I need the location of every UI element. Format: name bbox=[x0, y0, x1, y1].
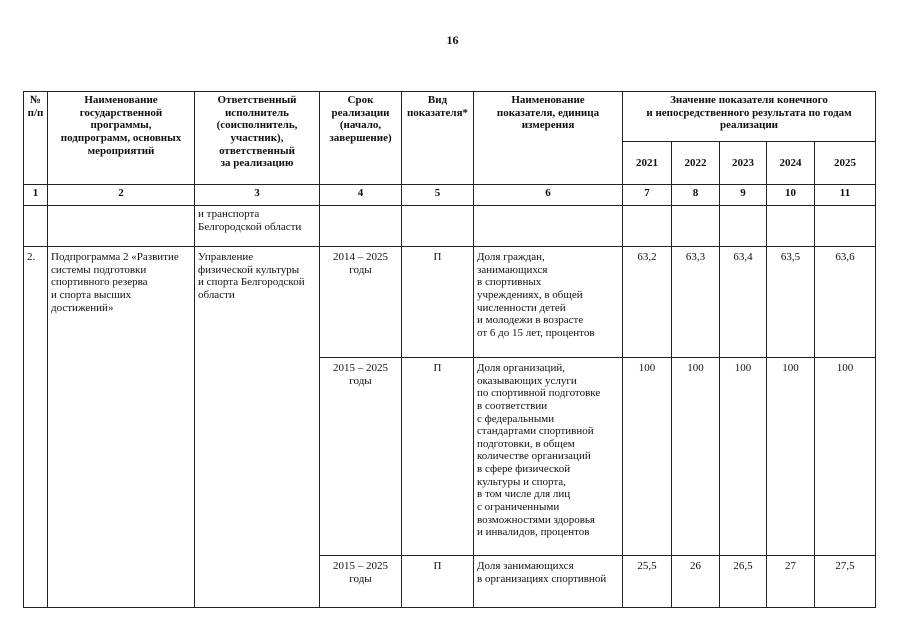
indicator-name-cell: Доля организаций, оказывающих услуги по спортивной подготовке в соответствии с федеральными стандартами спортивной подготовки, в общем количестве организаций в сфере физической культуры и спорта, в том числе для лиц с ограниченными возможностями здоровья и инвалидов, процентов bbox=[474, 358, 623, 556]
header-executor: Ответственный исполнитель (соисполнитель, участник), ответственный за реализацию bbox=[195, 92, 320, 185]
row-number-cell bbox=[24, 206, 48, 247]
value-cell bbox=[767, 206, 815, 247]
indicator-kind-cell bbox=[402, 206, 474, 247]
column-number: 4 bbox=[320, 185, 402, 206]
column-number: 8 bbox=[672, 185, 720, 206]
column-numbers-row bbox=[24, 185, 876, 206]
column-number: 3 bbox=[195, 185, 320, 206]
value-cell-2021: 63,2 bbox=[623, 247, 672, 358]
header-year-2024: 2024 bbox=[767, 142, 815, 185]
header-term: Срок реализации (начало, завершение) bbox=[320, 92, 402, 185]
term-cell bbox=[320, 206, 402, 247]
value-cell bbox=[815, 206, 876, 247]
value-cell bbox=[720, 206, 767, 247]
table-row bbox=[24, 206, 876, 247]
value-cell-2023: 63,4 bbox=[720, 247, 767, 358]
term-cell: 2015 – 2025 годы bbox=[320, 556, 402, 608]
term-cell: 2014 – 2025 годы bbox=[320, 247, 402, 358]
value-cell-2023: 26,5 bbox=[720, 556, 767, 608]
header-year-2022: 2022 bbox=[672, 142, 720, 185]
value-cell-2024: 63,5 bbox=[767, 247, 815, 358]
header-year-2023: 2023 bbox=[720, 142, 767, 185]
indicator-kind-cell: П bbox=[402, 247, 474, 358]
column-number: 10 bbox=[767, 185, 815, 206]
header-year-2021: 2021 bbox=[623, 142, 672, 185]
value-cell-2025: 27,5 bbox=[815, 556, 876, 608]
column-number: 11 bbox=[815, 185, 876, 206]
value-cell-2022: 26 bbox=[672, 556, 720, 608]
program-name-cell bbox=[48, 206, 195, 247]
term-cell: 2015 – 2025 годы bbox=[320, 358, 402, 556]
value-cell bbox=[623, 206, 672, 247]
indicator-name-cell bbox=[474, 206, 623, 247]
column-number: 5 bbox=[402, 185, 474, 206]
column-number: 7 bbox=[623, 185, 672, 206]
header-values-by-year: Значение показателя конечного и непосредственного результата по годам реализации bbox=[623, 92, 876, 142]
indicators-table bbox=[23, 91, 876, 608]
header-indicator-kind: Вид показателя* bbox=[402, 92, 474, 185]
column-number: 9 bbox=[720, 185, 767, 206]
header-year-2025: 2025 bbox=[815, 142, 876, 185]
column-number: 2 bbox=[48, 185, 195, 206]
program-name-cell: Подпрограмма 2 «Развитие системы подготовки спортивного резерва и спорта высших достижений» bbox=[48, 247, 195, 608]
value-cell-2021: 100 bbox=[623, 358, 672, 556]
executor-cell: и транспорта Белгородской области bbox=[195, 206, 320, 247]
header-indicator-name: Наименование показателя, единица измерения bbox=[474, 92, 623, 185]
column-number: 6 bbox=[474, 185, 623, 206]
value-cell-2025: 63,6 bbox=[815, 247, 876, 358]
header-number: № п/п bbox=[24, 92, 48, 185]
value-cell-2025: 100 bbox=[815, 358, 876, 556]
value-cell-2024: 100 bbox=[767, 358, 815, 556]
page-number: 16 bbox=[446, 33, 459, 47]
row-number-cell: 2. bbox=[24, 247, 48, 608]
value-cell-2022: 100 bbox=[672, 358, 720, 556]
value-cell-2021: 25,5 bbox=[623, 556, 672, 608]
value-cell bbox=[672, 206, 720, 247]
indicator-kind-cell: П bbox=[402, 556, 474, 608]
value-cell-2023: 100 bbox=[720, 358, 767, 556]
indicator-kind-cell: П bbox=[402, 358, 474, 556]
value-cell-2024: 27 bbox=[767, 556, 815, 608]
table-row bbox=[24, 247, 876, 358]
value-cell-2022: 63,3 bbox=[672, 247, 720, 358]
executor-cell: Управление физической культуры и спорта Белгородской области bbox=[195, 247, 320, 608]
column-number: 1 bbox=[24, 185, 48, 206]
indicator-name-cell: Доля занимающихся в организациях спортивной bbox=[474, 556, 623, 608]
indicator-name-cell: Доля граждан, занимающихся в спортивных учреждениях, в общей численности детей и молодежи в возрасте от 6 до 15 лет, процентов bbox=[474, 247, 623, 358]
header-program-name: Наименование государственной программы, подпрограмм, основных мероприятий bbox=[48, 92, 195, 185]
